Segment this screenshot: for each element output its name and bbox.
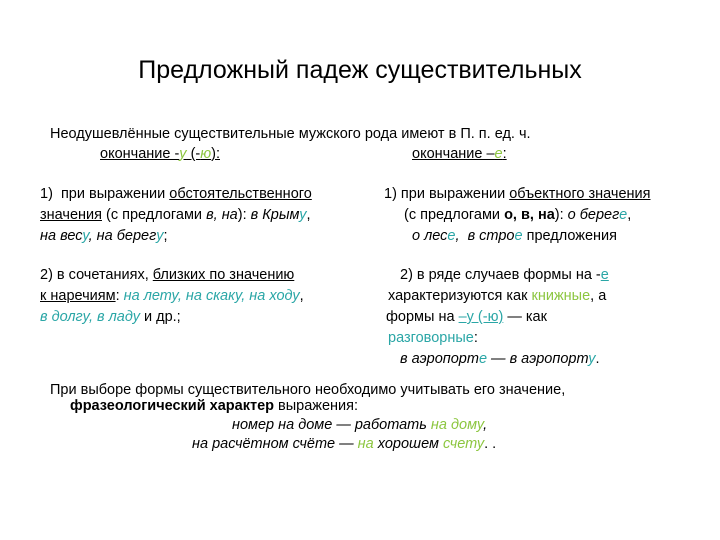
bottom-line2: фразеологический характер выражения: xyxy=(70,398,359,414)
ending-left: окончание -у (-ю): xyxy=(100,146,220,162)
bottom-line1: При выборе формы существительного необходимо учитывать его значение, xyxy=(50,382,566,398)
right1-line1: 1) при выражении объектного значения xyxy=(384,186,651,202)
right2-line3: формы на –у (-ю) — как xyxy=(386,309,547,325)
right2-line4: разговорные: xyxy=(388,330,478,346)
right2-line2: характеризуются как книжные, а xyxy=(388,288,607,304)
intro-text: Неодушевлённые существительные мужского рода имеют в П. п. ед. ч. xyxy=(50,126,531,142)
left2-line3: в долгу, в ладу и др.; xyxy=(40,309,181,325)
bottom-line4: на расчётном счёте — на хорошем счету. . xyxy=(192,436,497,452)
left1-line1: 1) при выражении обстоятельственного xyxy=(40,186,312,202)
right2-line1: 2) в ряде случаев формы на -е xyxy=(400,267,609,283)
bottom-line3: номер на доме — работать на дому, xyxy=(232,417,488,433)
left1-line2: значения (с предлогами в, на): в Крыму, xyxy=(40,207,311,223)
right2-line5: в аэропорте — в аэропорту. xyxy=(400,351,600,367)
ending-right: окончание –е: xyxy=(412,146,507,162)
left2-line1: 2) в сочетаниях, близких по значению xyxy=(40,267,295,283)
right1-line3: о лесе, в строе предложения xyxy=(412,228,617,244)
page-title: Предложный падеж существительных xyxy=(138,56,582,84)
right1-line2: (с предлогами о, в, на): о береге, xyxy=(404,207,632,223)
left2-line2: к наречиям: на лету, на скаку, на ходу, xyxy=(40,288,304,304)
left1-line3: на весу, на берегу; xyxy=(40,228,168,244)
